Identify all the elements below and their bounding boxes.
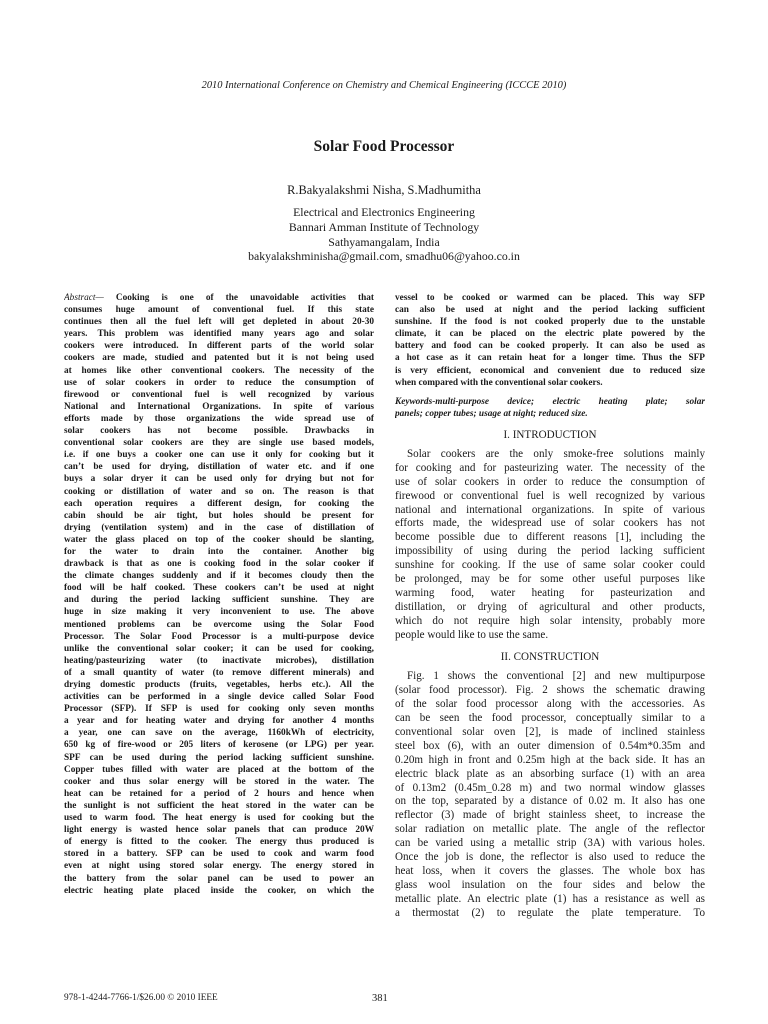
abstract-line: heat can be retained for a period of 2 hours and hence when [64, 788, 374, 799]
abstract-line: food will be half cooked. These cookers can’t be used at night [64, 583, 374, 594]
body-text-line: firewood or conventional fuel is well recognized by various [395, 489, 705, 502]
body-text-line: conventional solar oven [2], is made of inclined stainless [395, 725, 705, 738]
abstract-line: of energy is fitted to the cooker. The energy thus produced is [64, 837, 374, 848]
abstract-line: activities can be performed in a single device called Solar Food [64, 692, 374, 703]
abstract-continuation-line: climate, it can be placed on the electric plate powered by the [395, 329, 705, 340]
abstract-line: consumes huge amount of conventional fuel. If this state [64, 305, 374, 316]
abstract-line: the battery from the solar panel can be used to power an [64, 873, 374, 884]
abstract-line: at homes like other conventional cookers. The necessity of the [64, 365, 374, 376]
affiliation-emails: bakyalakshminisha@gmail.com, smadhu06@yahoo.co.in [248, 249, 520, 264]
body-text-line: steel box (6), with an outer dimension of 0.54m*0.35m and [395, 739, 705, 752]
body-text-line: on the top, separated by a distance of 0.02 m. It also has one [395, 795, 705, 808]
abstract-line: electric heating plate placed inside the cooker, on which the [64, 885, 374, 896]
abstract [64, 292, 374, 897]
abstract-line: drying domestic products (fruits, vegetables, herbs etc.). All the [64, 680, 374, 690]
abstract-line: conventional solar cookers are they are single use based models, [64, 438, 374, 449]
abstract-continuation-line: when compared with the conventional solar cookers. [395, 377, 603, 388]
abstract-line: cookers are made, studied and patented but it is not being used [64, 353, 374, 364]
abstract-line: cabin should be air tight, but holes should be present for [64, 510, 374, 521]
body-text-line: 0.20m high in front and 0.25m high at the back side. It has an [395, 753, 705, 766]
abstract-line: efforts made by those organizations the wide spread use of [64, 413, 374, 424]
abstract-line: Processor. The Solar Food Processor is a multi-purpose device [64, 631, 374, 642]
abstract-line: Copper tubes filled with water are placed at the bottom of the [64, 764, 374, 775]
paper-title: Solar Food Processor [313, 138, 455, 155]
sections [395, 429, 705, 921]
body-text-line: reflector (3) made of bright stainless sheet, to increase the [395, 809, 705, 822]
abstract-line: water the glass placed on top of the cooker should be slanting, [64, 534, 374, 545]
abstract-line: SPF can be used during the period lacking sufficient sunshine. [64, 752, 374, 763]
abstract-line: the sunlight is not sufficient the heat stored in the water can be [64, 800, 374, 811]
left-column [64, 292, 374, 897]
body-text-line: people would like to use the same. [395, 628, 549, 641]
body-text-line: of the solar food processor along with the accessories. As [395, 698, 705, 711]
keywords [395, 396, 705, 420]
keywords-line: Keywords-multi-purpose device; electric heating plate; solar [395, 396, 705, 407]
conference-header: 2010 International Conference on Chemistry and Chemical Engineering (ICCCE 2010) [201, 80, 567, 91]
affiliation-block [0, 205, 768, 264]
abstract-line [64, 292, 374, 304]
abstract-line: even at night using stored solar energy. The energy stored in [64, 861, 374, 872]
abstract-line: huge in size making it very inconvenient to use. The above [64, 607, 374, 618]
abstract-line: stored in a battery. SFP can be used to cook and warm food [64, 849, 374, 860]
abstract-line: light energy is wasted hence solar panels that can produce 20W [64, 825, 374, 836]
abstract-line: buys a solar dryer it can be used only for drying but not for [64, 474, 374, 485]
abstract-continuation-line: battery and food can be cooked properly. It can also be used as [395, 341, 705, 352]
abstract-line: a year and for heating water and drying for another 4 months [64, 716, 374, 727]
body-text-line: become possible due to different reasons [1], including the [395, 531, 705, 544]
affiliation-institute: Bannari Amman Institute of Technology [288, 219, 480, 234]
body-text-line: Fig. 1 shows the conventional [2] and new multipurpose [407, 670, 705, 683]
abstract-continuation-line: a hot case as it can retain heat for a longer time. Thus the SFP [395, 353, 705, 364]
body-text-line: distillation, or drying of agricultural and other products, [395, 600, 705, 613]
abstract-line: use of solar cookers in order to reduce the consumption of [64, 377, 374, 388]
abstract-line: solar cookers has not become possible. Drawbacks in [64, 426, 374, 437]
page-number: 381 [372, 993, 388, 1004]
abstract-line: drying (ventilation system) and in the case of distillation of [64, 522, 374, 533]
body-text-line: (solar food processor). Fig. 2 shows the schematic drawing [395, 684, 705, 697]
abstract-line: each operation requires a different design, for cooking the [64, 498, 374, 509]
abstract-line: continues then all the fuel left will get depleted in about 20-30 [64, 317, 374, 328]
abstract-first-line-text: Cooking is one of the unavoidable activities that [103, 293, 374, 303]
body-text-line: Solar cookers are the only smoke-free solutions mainly [407, 447, 705, 460]
abstract-line: Processor (SFP). If SFP is used for cooking only seven months [64, 704, 374, 715]
abstract-line: 650 kg of fire-wood or 205 liters of kerosene (or LPG) per year. [64, 740, 374, 751]
body-text-line: heat loss, when it covers the glasses. The whole box has [395, 864, 705, 877]
abstract-continuation-line: sunshine. If the food is not cooked properly due to the unstable [395, 317, 705, 328]
body-text-line: use of solar cookers in order to reduce the consumption of [395, 475, 705, 488]
section-heading: I. INTRODUCTION [503, 428, 597, 441]
body-text-line: efforts made, the widespread use of solar cookers has not [395, 517, 705, 530]
abstract-line: firewood or conventional fuel is well recognized by various [64, 389, 374, 400]
abstract-line: used to warm food. The heat energy is used for cooking but the [64, 813, 374, 824]
abstract-line: drawback is that as one is cooking food in the solar cooker if [64, 559, 374, 570]
body-text-line: national and international organizations. In spite of various [395, 503, 705, 516]
body-text-line: electric black plate as an absorbing surface (1) with an area [395, 767, 705, 780]
body-text-line: Once the job is done, the reflector is also used to reduce the [395, 850, 705, 863]
abstract-line: i.e. if one buys a cooker one can use it only for cooking but it [64, 450, 374, 461]
affiliation-location: Sathyamangalam, India [328, 234, 440, 249]
abstract-continuation-line: is very efficient, economical and convenient due to reduced size [395, 365, 705, 376]
abstract-line: of a small quantity of water (to remove different minerals) and [64, 667, 374, 678]
section [395, 429, 705, 642]
keywords-line: panels; copper tubes; usage at night; reduced size. [395, 408, 588, 419]
right-column [395, 292, 705, 920]
section-heading: II. CONSTRUCTION [500, 651, 600, 664]
isbn-footer: 978-1-4244-7766-1/$26.00 © 2010 IEEE [64, 993, 218, 1003]
abstract-line: cooker and thus solar energy will be stored in the water. The [64, 776, 374, 787]
body-text-line: which do not require high solar intensity, probably more [395, 614, 705, 627]
body-text-line: a thermostat (2) to regulate the plate temperature. To [395, 906, 705, 919]
abstract-continuation [395, 292, 705, 389]
abstract-line: can’t be used for drying, distillation of water etc. and if one [64, 462, 374, 473]
body-text-line: metallic plate. An electric plate (1) has a resistance as well as [395, 892, 705, 905]
abstract-continuation-line: vessel to be cooked or warmed can be placed. This way SFP [395, 293, 705, 303]
body-text-line: sunshine for cooking. If the use of same solar cooker could [395, 559, 705, 572]
abstract-line: a year, one can save on the average, 1160kWh of electricity, [64, 728, 374, 739]
abstract-line: years. This problem was identified many years ago and solar [64, 329, 374, 340]
body-text-line: for cooking and for pasteurizing water. The necessity of the [395, 461, 705, 474]
abstract-line: cooking or distillation of water and so on. The reason is that [64, 486, 374, 497]
affiliation-department: Electrical and Electronics Engineering [293, 205, 475, 219]
abstract-line: cookers were introduced. In different parts of the world solar [64, 341, 374, 352]
section [395, 651, 705, 920]
abstract-line: mentioned problems can be overcome using the Solar Food [64, 619, 374, 630]
body-text-line: glass wool insulation on the four sides and below the [395, 878, 705, 891]
body-text-line: of 0.13m2 (0.45m_0.28 m) and two normal window glasses [395, 781, 705, 794]
abstract-line: and during the period lacking sufficient sunshine. They are [64, 595, 374, 606]
abstract-line: heating/pasteurizing water (to inactivate microbes), distillation [64, 655, 374, 666]
abstract-line: the climate changes suddenly and if it becomes cloudy then the [64, 571, 374, 582]
body-text-line: can be varied using a metallic strip (3A) with various holes. [395, 837, 705, 850]
body-text-line: warming food, water heating for pasteurization and [395, 586, 705, 599]
abstract-line: for the water to drain into the container. Another big [64, 546, 374, 557]
abstract-line: National and International Organizations. In spite of various [64, 401, 374, 412]
body-text-line: be prolonged, may be for some other useful purposes like [395, 572, 705, 585]
abstract-label: Abstract— [64, 293, 104, 303]
author-names: R.Bakyalakshmi Nisha, S.Madhumitha [287, 183, 481, 197]
abstract-line: unlike the conventional solar cooker; it can be used for cooking, [64, 643, 374, 654]
body-text-line: impossibility of using during the period lacking sufficient [395, 545, 705, 558]
body-text-line: can be seen the food processor, conceptually similar to a [395, 712, 705, 725]
abstract-continuation-line: can also be used at night and the period lacking sufficient [395, 305, 705, 316]
body-text-line: solar radiation on metallic plate. The angle of the reflector [395, 823, 705, 836]
